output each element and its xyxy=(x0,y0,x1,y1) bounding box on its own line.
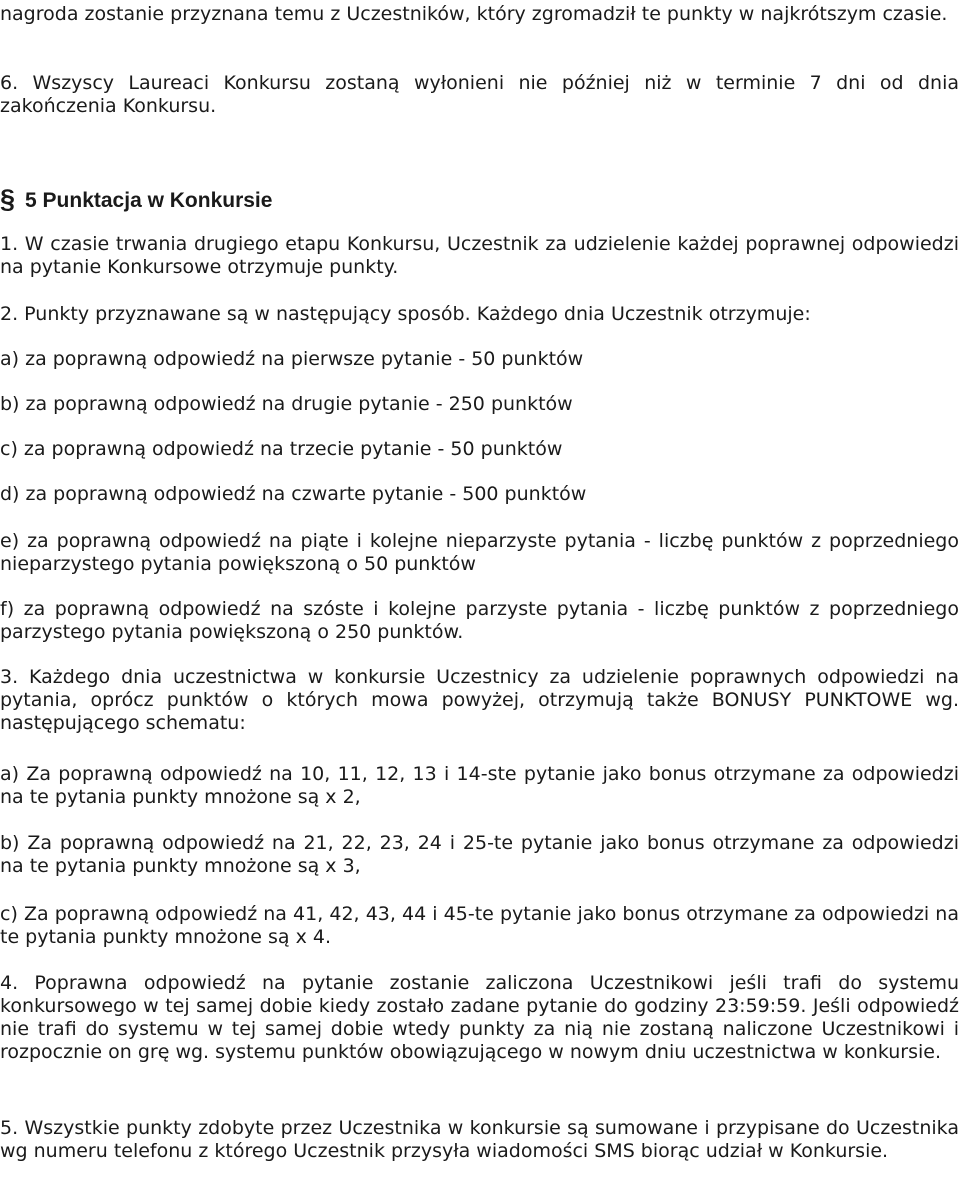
list-item-e: e) za poprawną odpowiedź na piąte i kolejne nieparzyste pytania - liczbę punktów z poprzedniego nieparzystego pytania powiększoną o 50 punktów xyxy=(0,530,959,575)
paragraph-4: 4. Poprawna odpowiedź na pytanie zostanie zaliczona Uczestnikowi jeśli trafi do systemu konkursowego w tej samej dobie kiedy zostało zadane pytanie do godziny 23:59:59. Jeśli odpowiedź nie trafi do systemu w tej samej dobie wtedy punkty za nią nie zostaną naliczone Uczestnikowi i rozpocznie on grę wg. systemu punktów obowiązującego w nowym dniu uczestnictwa w konkursie. xyxy=(0,972,959,1063)
bonus-item-a: a) Za poprawną odpowiedź na 10, 11, 12, 13 i 14-ste pytanie jako bonus otrzymane za odpowiedzi na te pytania punkty mnożone są x 2, xyxy=(0,763,959,808)
list-item-d: d) za poprawną odpowiedź na czwarte pytanie - 500 punktów xyxy=(0,483,587,505)
section-heading xyxy=(0,185,272,214)
bonus-item-c: c) Za poprawną odpowiedź na 41, 42, 43, 44 i 45-te pytanie jako bonus otrzymane za odpowiedzi na te pytania punkty mnożone są x 4. xyxy=(0,903,959,948)
paragraph-6: 6. Wszyscy Laureaci Konkursu zostaną wyłonieni nie później niż w terminie 7 dni od dnia zakończenia Konkursu. xyxy=(0,72,959,117)
paragraph-3: 3. Każdego dnia uczestnictwa w konkursie Uczestnicy za udzielenie poprawnych odpowiedzi na pytania, oprócz punktów o których mowa powyżej, otrzymują także BONUSY PUNKTOWE wg. następującego schematu: xyxy=(0,666,959,734)
paragraph-2: 2. Punkty przyznawane są w następujący sposób. Każdego dnia Uczestnik otrzymuje: xyxy=(0,303,811,325)
section-symbol: § xyxy=(0,184,16,214)
list-item-c: c) za poprawną odpowiedź na trzecie pytanie - 50 punktów xyxy=(0,438,563,460)
section-title: 5 Punktacja w Konkursie xyxy=(25,189,273,212)
paragraph-5: 5. Wszystkie punkty zdobyte przez Uczestnika w konkursie są sumowane i przypisane do Uczestnika wg numeru telefonu z którego Uczestnik przysyła wiadomości SMS biorąc udział w Konkursie. xyxy=(0,1117,959,1162)
paragraph-1: 1. W czasie trwania drugiego etapu Konkursu, Uczestnik za udzielenie każdej poprawnej odpowiedzi na pytanie Konkursowe otrzymuje punkty. xyxy=(0,233,959,278)
paragraph-intro: nagroda zostanie przyznana temu z Uczestników, który zgromadził te punkty w najkrótszym czasie. xyxy=(0,3,948,25)
list-item-a: a) za poprawną odpowiedź na pierwsze pytanie - 50 punktów xyxy=(0,348,584,370)
bonus-item-b: b) Za poprawną odpowiedź na 21, 22, 23, 24 i 25-te pytanie jako bonus otrzymane za odpowiedzi na te pytania punkty mnożone są x 3, xyxy=(0,832,959,877)
list-item-f: f) za poprawną odpowiedź na szóste i kolejne parzyste pytania - liczbę punktów z poprzedniego parzystego pytania powiększoną o 250 punktów. xyxy=(0,598,959,643)
list-item-b: b) za poprawną odpowiedź na drugie pytanie - 250 punktów xyxy=(0,393,573,415)
